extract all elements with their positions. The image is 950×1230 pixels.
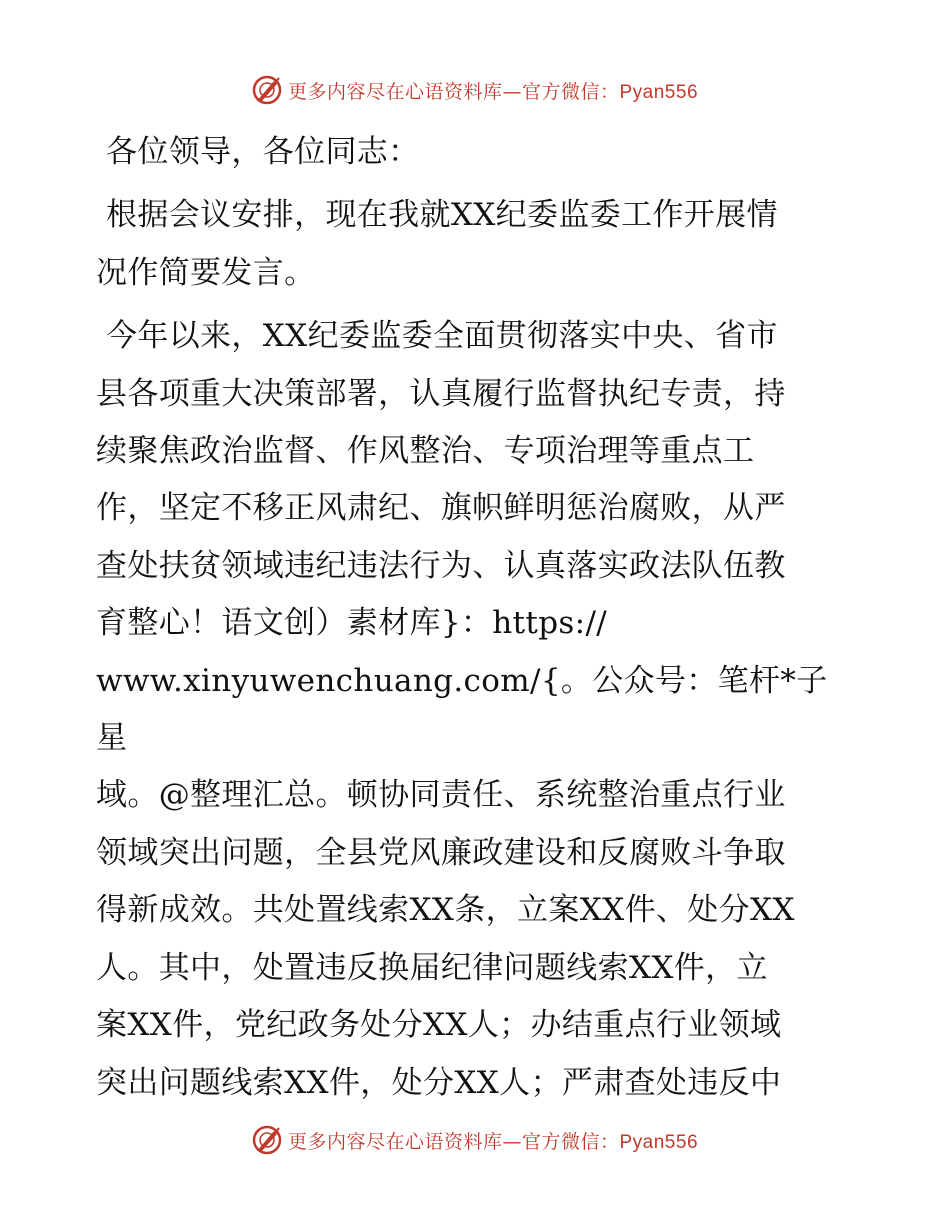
quill-logo-icon	[252, 75, 282, 105]
header-banner-content	[252, 75, 698, 105]
header-banner-text: 更多内容尽在心语资料库—官方微信：Pyan556	[287, 80, 699, 103]
document-body	[96, 124, 856, 1112]
quill-logo-icon	[252, 1125, 282, 1155]
header-banner	[0, 72, 950, 108]
header-wechat-id: Pyan556	[619, 81, 699, 103]
footer-banner-content	[252, 1125, 698, 1155]
paragraph-1: 根据会议安排，现在我就XX纪委监委工作开展情 况作简要发言。	[96, 197, 778, 291]
footer-wechat-id: Pyan556	[619, 1131, 699, 1153]
salutation: 各位领导，各位同志：	[106, 134, 420, 170]
paragraph-2: 今年以来，XX纪委监委全面贯彻落实中央、省市 县各项重大决策部署，认真履行监督执纪专责，持 续聚焦政治监督、作风整治、专项治理等重点工 作，坚定不移正风肃纪、旗帜鲜明惩治腐败，从严 查处扶贫领域违纪违法行为、认真落实政法队伍教 育整心！语文创）素材库}：https:// www.xinyuwenchuang.com/{。公众号：笔杆*子星 域。@整理汇总。顿协同责任、系统整治重点行业 领域突出问题，全县党风廉政建设和反腐败斗争取 得新成效。共处置线索XX条，立案XX件、处分XX 人。其中，处置违反换届纪律问题线索XX件，立 案XX件，党纪政务处分XX人；办结重点行业领域 突出问题线索XX件，处分XX人；严肃查处违反中	[96, 318, 828, 1101]
footer-banner	[0, 1122, 950, 1158]
footer-banner-text: 更多内容尽在心语资料库—官方微信：Pyan556	[287, 1130, 699, 1153]
